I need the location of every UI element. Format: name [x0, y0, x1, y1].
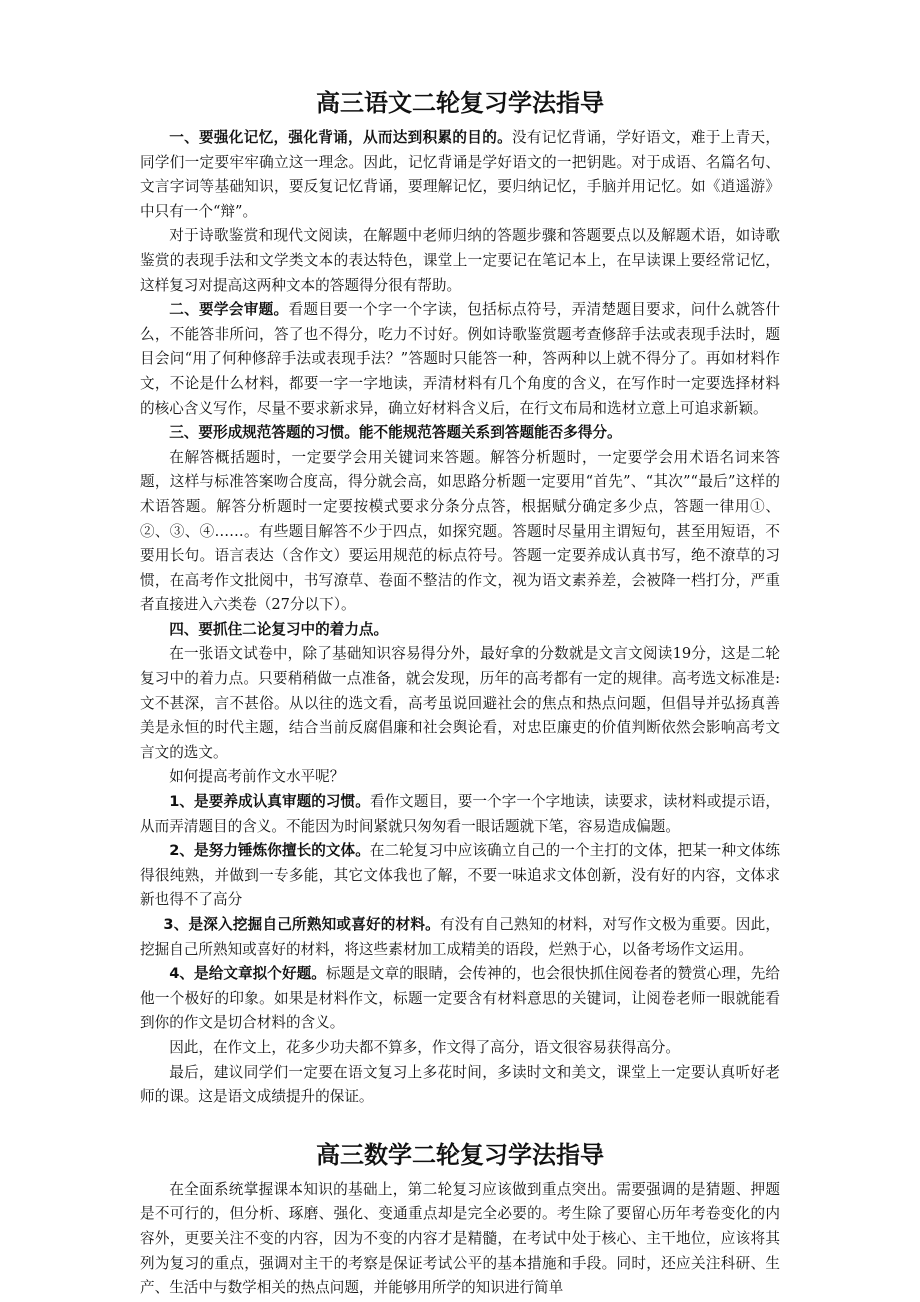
section-4-heading-text: 四、要抓住二论复习中的着力点。	[169, 620, 389, 638]
conclusion-2: 最后，建议同学们一定要在语文复习上多花时间，多读时文和美文，课堂上一定要认真听好老师的课。这是语文成绩提升的保证。	[140, 1063, 780, 1106]
writing-tip-3-heading: 3、是深入挖掘自己所熟知或喜好的材料。	[163, 916, 440, 933]
writing-tip-4-heading: 4、是给文章拟个好题。	[169, 965, 326, 983]
writing-tip-4-body: 标题是文章的眼睛，会传神的，也会很快抓住阅卷者的赞赏心理，先给他一个极好的印象。如果是材料作文，标题一定要含有材料意思的关键词，让阅卷老师一眼就能看到你的作文是切合材料的含义。	[140, 965, 780, 1032]
writing-tip-1	[140, 790, 780, 839]
section-2-body: 看题目要一个字一个字读，包括标点符号，弄清楚题目要求，问什么就答什么，不能答非所问，答了也不得分，吃力不讨好。例如诗歌鉴赏题考查修辞手法或表现手法时，题目会问“用了何种修辞手法或表现手法？”答题时只能答一种，答两种以上就不得分了。再如材料作文，不论是什么材料，都要一字一字地读，弄清材料有几个角度的含义，在写作时一定要选择材料的核心含义写作，尽量不要求新求异，确立好材料含义后，在行文布局和选材立意上可追求新颖。	[140, 301, 780, 417]
writing-question: 如何提高考前作文水平呢？	[169, 768, 345, 786]
writing-tip-1-body: 看作文题目，要一个字一个字地读，读要求，读材料或提示语，从而弄清题目的含义。不能因为时间紧就只匆匆看一眼话题就下笔，容易造成偏题。	[140, 793, 780, 835]
chinese-section-1-paragraph-2: 对于诗歌鉴赏和现代文阅读，在解题中老师归纳的答题步骤和答题要点以及解题术语，如诗歌鉴赏的表现手法和文学类文本的表达特色，课堂上一定要记在笔记本上，在早读课上要经常记忆，这样复习对提高这两种文本的答题得分很有帮助。	[140, 227, 780, 294]
writing-tip-2-body: 在二轮复习中应该确立自己的一个主打的文体，把某一种文体练得很纯熟，并做到一专多能，其它文体我也了解，不要一味追求文体创新，没有好的内容，文体求新也得不了高分	[140, 842, 780, 909]
chinese-section-1	[140, 126, 780, 224]
writing-tip-2	[140, 839, 780, 913]
math-paragraph-1: 在全面系统掌握课本知识的基础上，第二轮复习应该做到重点突出。需要强调的是猜题、押题是不可行的，但分析、琢磨、强化、变通重点却是完全必要的。考生除了要留心历年考卷变化的内容外，更要关注不变的内容，因为不变的内容才是精髓，在考试中处于核心、主干地位，应该将其列为复习的重点，强调对主干的考察是保证考试公平的基本措施和手段。同时，还应关注科研、生产、生活中与数学相关的热点问题，并能够用所学的知识进行简单	[140, 1180, 780, 1297]
writing-tip-4	[140, 962, 780, 1036]
writing-tip-3-body: 有没有自己熟知的材料，对写作文极为重要。因此，挖掘自己所熟知或喜好的材料，将这些素材加工成精美的语段，烂熟于心，以备考场作文运用。	[140, 916, 780, 958]
section-3-heading-text: 三、要形成规范答题的习惯。能不能规范答题关系到答题能否多得分。	[169, 424, 622, 442]
chinese-section-3-heading	[140, 421, 780, 446]
writing-tip-1-heading: 1、是要养成认真审题的习惯。	[169, 793, 370, 811]
writing-tip-2-heading: 2、是努力锤炼你擅长的文体。	[169, 842, 370, 860]
chinese-section-4-heading	[140, 618, 780, 643]
conclusion-1: 因此，在作文上，花多少功夫都不算多，作文得了高分，语文很容易获得高分。	[169, 1038, 680, 1056]
section-1-heading: 一、要强化记忆，强化背诵，从而达到积累的目的。	[169, 129, 512, 146]
writing-tip-3	[140, 913, 780, 962]
math-title: 高三数学二轮复习学法指导	[316, 1140, 604, 1169]
chinese-title: 高三语文二轮复习学法指导	[316, 89, 604, 117]
section-2-heading: 二、要学会审题。	[169, 301, 289, 319]
chinese-section-4-body: 在一张语文试卷中，除了基础知识容易得分外，最好拿的分数就是文言文阅读19分，这是二轮复习中的着力点。只要稍稍做一点准备，就会发现，历年的高考都有一定的规律。高考选文标准是: 文不甚深，言不甚俗。从以往的选文看，高考虽说回避社会的焦点和热点问题，但倡导并弘扬真善美是永恒的时代主题，结合当前反腐倡廉和社会舆论看，对忠臣廉吏的价值判断依然会影响高考文言文的选文。	[140, 645, 780, 761]
chinese-section-3-body: 在解答概括题时，一定要学会用关键词来答题。解答分析题时，一定要学会用术语名词来答题，这样与标准答案吻合度高，得分就会高，如思路分析题一定要用“首先”、“其次”“最后”这样的术语答题。解答分析题时一定要按模式要求分条分点答，根据赋分确定多少点，答题一律用①、②、③、④……。有些题目解答不少于四点，如探究题。答题时尽量用主谓短句，甚至用短语，不要用长句。语言表达（含作文）要运用规范的标点符号。答题一定要养成认真书写，绝不潦草的习惯，在高考作文批阅中，书写潦草、卷面不整洁的作文，视为语文素养差，会被降一档打分，严重者直接进入六类卷（27分以下）。	[140, 448, 780, 614]
chinese-section-2	[140, 298, 780, 421]
section-1-body: 没有记忆背诵，学好语文，难于上青天，同学们一定要牢牢确立这一理念。因此，记忆背诵是学好语文的一把钥匙。对于成语、名篇名句、文言字词等基础知识，要反复记忆背诵，要理解记忆，要归纳记忆，手脑并用记忆。如《逍遥游》中只有一个“辩”。	[140, 129, 780, 220]
